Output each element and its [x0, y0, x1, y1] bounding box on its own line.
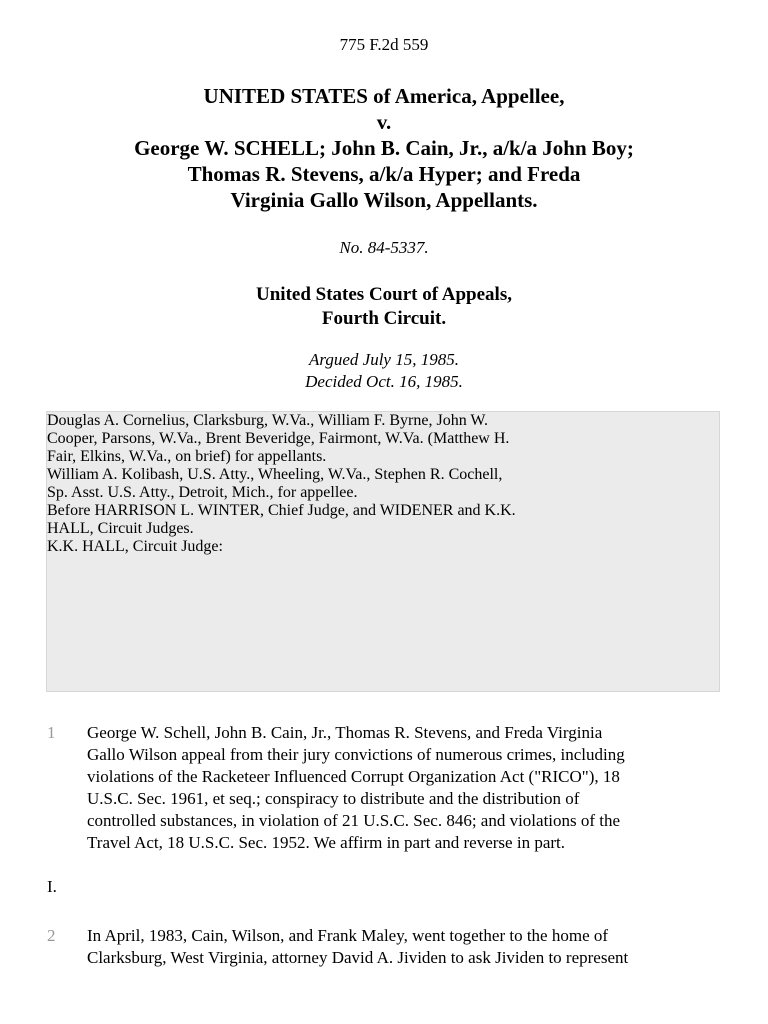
- paragraph-text: [87, 722, 727, 854]
- case-dates: [0, 349, 768, 393]
- paragraph-number: 2: [47, 926, 56, 945]
- argued-date: Argued July 15, 1985.: [309, 350, 459, 369]
- panel-line: Before HARRISON L. WINTER, Chief Judge, and WIDENER and K.K.: [47, 502, 516, 519]
- docket-number: No. 84-5337.: [339, 238, 429, 257]
- counsel-line: William A. Kolibash, U.S. Atty., Wheeling, W.Va., Stephen R. Cochell,: [47, 466, 503, 483]
- counsel-line: Fair, Elkins, W.Va., on brief) for appellants.: [47, 448, 327, 465]
- court-name: [0, 283, 768, 331]
- text-line: controlled substances, in violation of 21 U.S.C. Sec. 846; and violations of the: [87, 811, 621, 830]
- panel-line: HALL, Circuit Judges.: [47, 520, 194, 537]
- author-line: K.K. HALL, Circuit Judge:: [47, 538, 223, 555]
- text-line: violations of the Racketeer Influenced Corrupt Organization Act ("RICO"), 18: [87, 767, 620, 786]
- caption-line: UNITED STATES of America, Appellee,: [203, 84, 565, 108]
- caption-line: Thomas R. Stevens, a/k/a Hyper; and Freda: [187, 162, 581, 186]
- case-citation: 775 F.2d 559: [339, 35, 429, 54]
- text-line: U.S.C. Sec. 1961, et seq.; conspiracy to distribute and the distribution of: [87, 789, 580, 808]
- paragraph-text: [87, 925, 727, 969]
- court-line: Fourth Circuit.: [321, 308, 447, 329]
- caption-line: Virginia Gallo Wilson, Appellants.: [230, 188, 538, 212]
- counsel-line: Sp. Asst. U.S. Atty., Detroit, Mich., for appellee.: [47, 484, 358, 501]
- paragraph-number: 1: [47, 723, 56, 742]
- text-line: In April, 1983, Cain, Wilson, and Frank Maley, went together to the home of: [87, 926, 609, 945]
- counsel-line: Douglas A. Cornelius, Clarksburg, W.Va., William F. Byrne, John W.: [47, 412, 489, 429]
- caption-line: George W. SCHELL; John B. Cain, Jr., a/k/a John Boy;: [134, 136, 634, 160]
- caption-line: v.: [376, 110, 392, 134]
- decided-date: Decided Oct. 16, 1985.: [305, 372, 463, 391]
- section-heading: I.: [47, 877, 57, 896]
- counsel-panel: [46, 411, 720, 692]
- counsel-line: Cooper, Parsons, W.Va., Brent Beveridge, Fairmont, W.Va. (Matthew H.: [47, 430, 510, 447]
- case-caption: [0, 83, 768, 213]
- text-line: Clarksburg, West Virginia, attorney David A. Jividen to ask Jividen to represent: [87, 948, 629, 967]
- text-line: Gallo Wilson appeal from their jury convictions of numerous crimes, including: [87, 745, 625, 764]
- text-line: Travel Act, 18 U.S.C. Sec. 1952. We affirm in part and reverse in part.: [87, 833, 566, 852]
- court-line: United States Court of Appeals,: [256, 284, 512, 305]
- text-line: George W. Schell, John B. Cain, Jr., Thomas R. Stevens, and Freda Virginia: [87, 723, 603, 742]
